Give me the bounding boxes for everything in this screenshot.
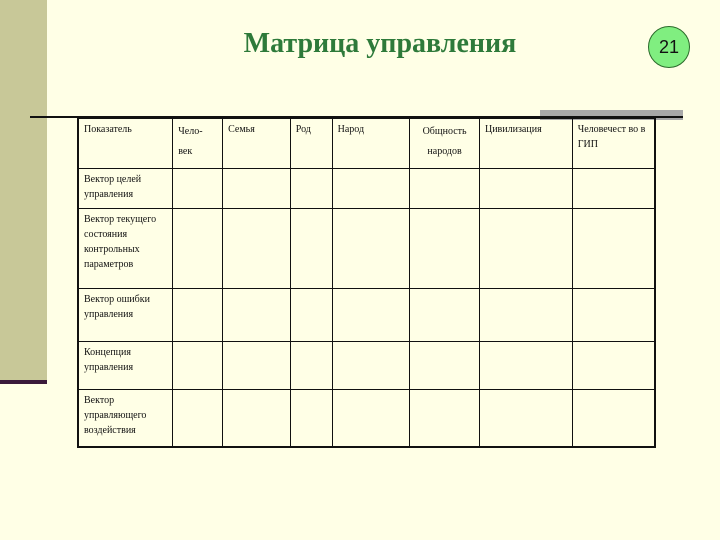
row-label: Концепция управления — [78, 341, 173, 389]
control-matrix-table — [77, 117, 656, 448]
table-row — [78, 341, 655, 389]
table-row — [78, 208, 655, 288]
header-cell: Чело- век — [173, 118, 223, 168]
header-cell: Народ — [332, 118, 410, 168]
header-cell: Человечест во в ГИП — [572, 118, 655, 168]
table-header-row — [78, 118, 655, 168]
header-cell: Семья — [223, 118, 291, 168]
slide-number-badge: 21 — [648, 26, 690, 68]
row-label: Вектор ошибки управления — [78, 288, 173, 341]
table-row — [78, 389, 655, 447]
slide-title: Матрица управления — [243, 28, 517, 59]
row-label: Вектор управляющего воздействия — [78, 389, 173, 447]
header-cell: Общность народов — [410, 118, 480, 168]
table-row — [78, 288, 655, 341]
table-row — [78, 168, 655, 208]
header-cell: Род — [290, 118, 332, 168]
header-cell: Цивилизация — [479, 118, 572, 168]
row-label: Вектор текущего состояния контрольных параметров — [78, 208, 173, 288]
row-label: Вектор целей управления — [78, 168, 173, 208]
header-cell: Показатель — [78, 118, 173, 168]
sidebar-accent-line — [0, 380, 47, 384]
